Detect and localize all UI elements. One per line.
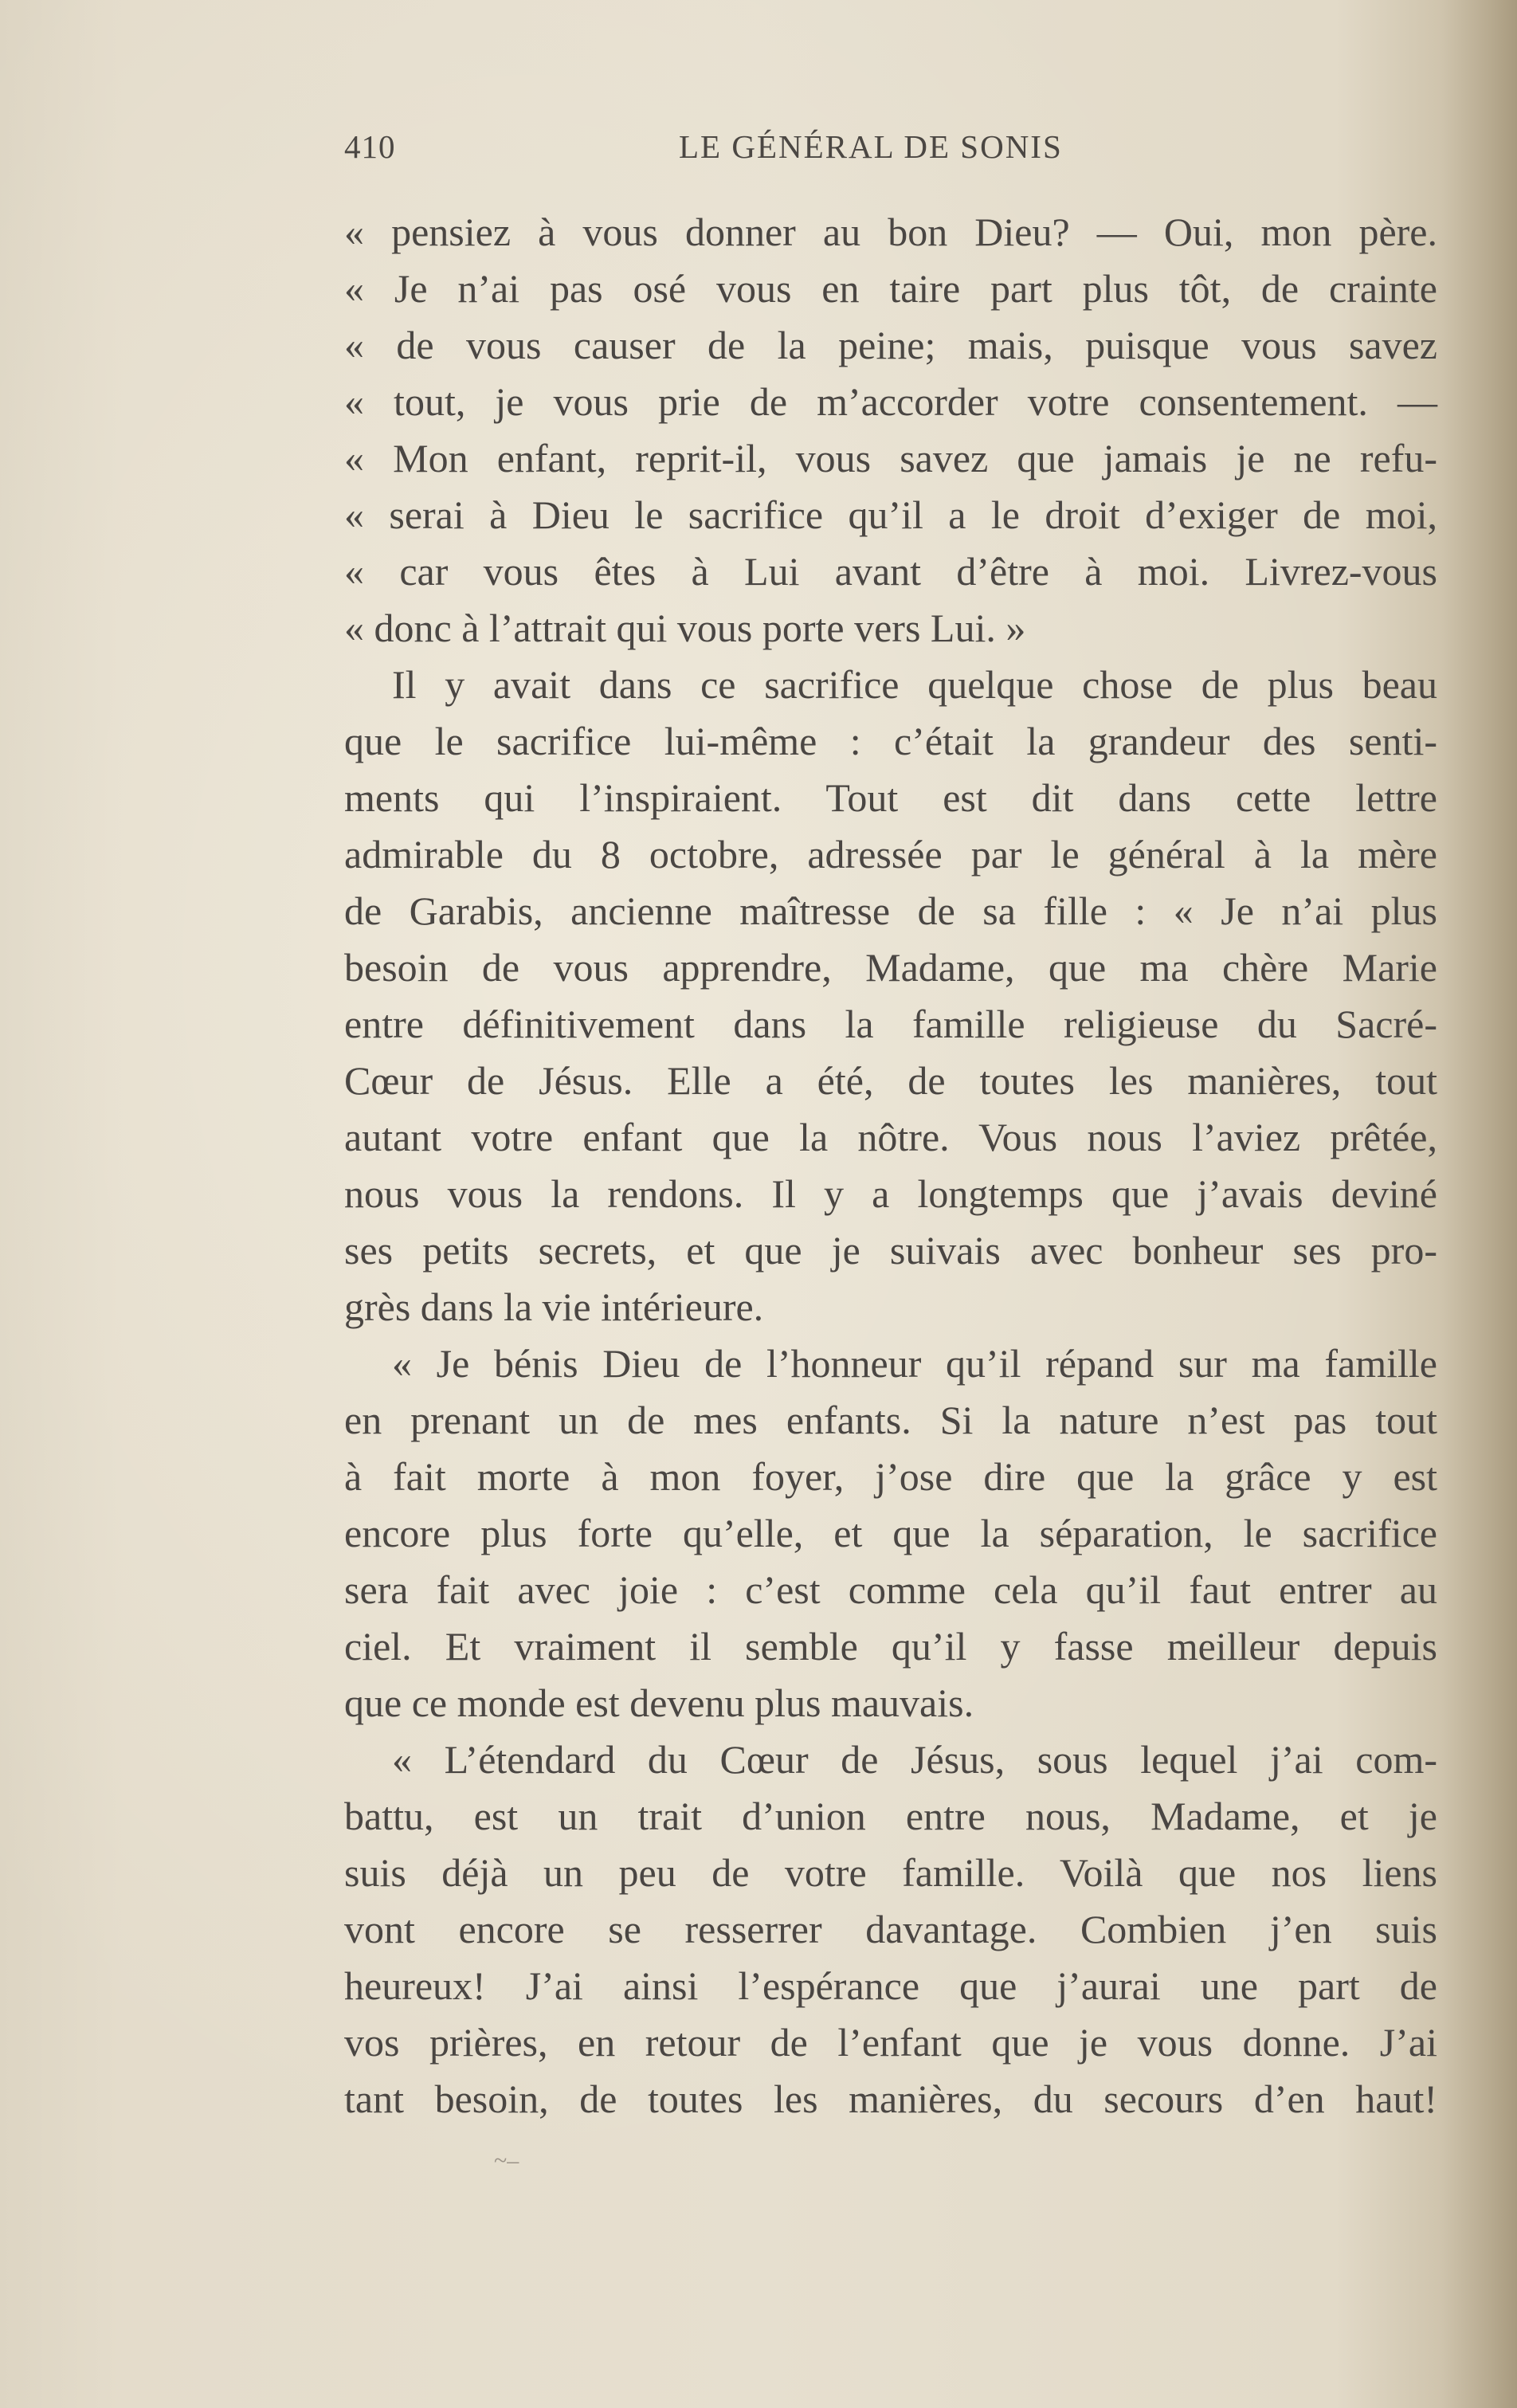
text-line: nous vous la rendons. Il y a longtemps que j’avais deviné <box>344 1171 1437 1216</box>
body-text <box>344 204 1437 2128</box>
text-line: « pensiez à vous donner au bon Dieu? — Oui, mon père. <box>344 210 1437 254</box>
text-line: Il y avait dans ce sacrifice quelque chose de plus beau <box>392 662 1437 707</box>
text-line: autant votre enfant que la nôtre. Vous nous l’aviez prêtée, <box>344 1115 1437 1159</box>
text-line: « L’étendard du Cœur de Jésus, sous lequel j’ai com- <box>392 1737 1437 1782</box>
running-head <box>344 127 1437 175</box>
text-line: ciel. Et vraiment il semble qu’il y fasse meilleur depuis <box>344 1624 1437 1669</box>
text-line: vont encore se resserrer davantage. Combien j’en suis <box>344 1907 1437 1951</box>
page-number: 410 <box>344 128 396 165</box>
text-line: suis déjà un peu de votre famille. Voilà que nos liens <box>344 1850 1437 1895</box>
text-line: « de vous causer de la peine; mais, puisque vous savez <box>344 323 1437 367</box>
text-line: heureux! J’ai ainsi l’espérance que j’aurai une part de <box>344 1963 1437 2008</box>
text-line: encore plus forte qu’elle, et que la séparation, le sacrifice <box>344 1511 1437 1555</box>
text-line: que ce monde est devenu plus mauvais. <box>344 1681 974 1725</box>
text-line: à fait morte à mon foyer, j’ose dire que la grâce y est <box>344 1454 1437 1499</box>
text-line: admirable du 8 octobre, adressée par le général à la mère <box>344 832 1437 877</box>
text-line: entre définitivement dans la famille religieuse du Sacré- <box>344 1002 1437 1046</box>
text-line: vos prières, en retour de l’enfant que je vous donne. J’ai <box>344 2020 1437 2065</box>
text-line: « serai à Dieu le sacrifice qu’il a le droit d’exiger de moi, <box>344 492 1437 537</box>
text-line: en prenant un de mes enfants. Si la nature n’est pas tout <box>344 1398 1437 1442</box>
text-line: « tout, je vous prie de m’accorder votre consentement. — <box>344 379 1437 424</box>
text-line: « donc à l’attrait qui vous porte vers Lui. » <box>344 606 1026 650</box>
text-line: ments qui l’inspiraient. Tout est dit dans cette lettre <box>344 775 1437 820</box>
text-line: Cœur de Jésus. Elle a été, de toutes les manières, tout <box>344 1058 1437 1103</box>
text-line: battu, est un trait d’union entre nous, Madame, et je <box>344 1794 1437 1838</box>
text-line: de Garabis, ancienne maîtresse de sa fille : « Je n’ai plus <box>344 888 1437 933</box>
text-line: « Je n’ai pas osé vous en taire part plus tôt, de crainte <box>344 266 1437 311</box>
text-line: « Je bénis Dieu de l’honneur qu’il répand sur ma famille <box>392 1341 1437 1386</box>
text-line: que le sacrifice lui-même : c’était la grandeur des senti- <box>344 719 1437 763</box>
footer-mark: ~– <box>494 2147 519 2174</box>
running-title: LE GÉNÉRAL DE SONIS <box>679 128 1063 165</box>
text-line: « car vous êtes à Lui avant d’être à moi. Livrez-vous <box>344 549 1437 594</box>
text-line: ses petits secrets, et que je suivais avec bonheur ses pro- <box>344 1228 1437 1273</box>
text-line: sera fait avec joie : c’est comme cela qu’il faut entrer au <box>344 1567 1437 1612</box>
text-line: tant besoin, de toutes les manières, du secours d’en haut! <box>344 2077 1437 2121</box>
text-line: « Mon enfant, reprit-il, vous savez que jamais je ne refu- <box>344 436 1437 480</box>
text-line: grès dans la vie intérieure. <box>344 1284 764 1329</box>
text-line: besoin de vous apprendre, Madame, que ma chère Marie <box>344 945 1437 990</box>
